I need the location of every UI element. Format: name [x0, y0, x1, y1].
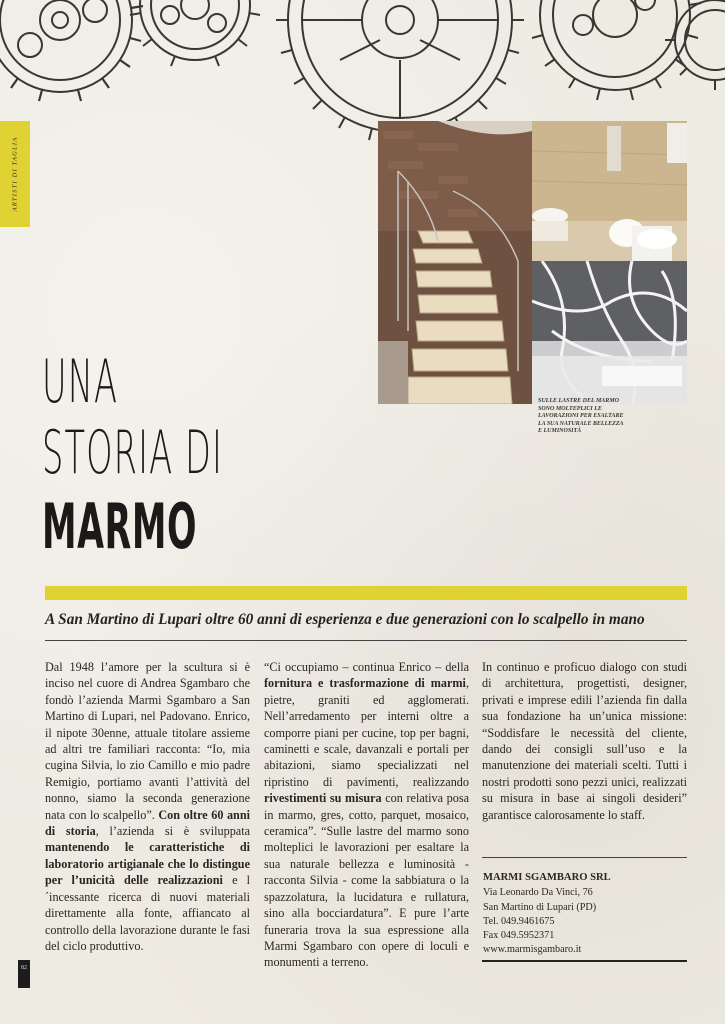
body-column-2 [264, 659, 469, 971]
body-bold-text: rivestimenti su misura [264, 791, 382, 806]
body-text: In continuo e proficuo dialogo con studi di architettura, progettisti, designer, privati e imprese edili l’azienda fin dalla sua fondazione ha un’unica missione: “Soddisfare le necessità del cliente, dando dei consigli sull’uso e la manutenzione dei materiali scelti. Tutti i nostri prodotti sono pezzi unici, realizzati su misura in base ai singoli desideri” garantisce calorosamente lo staff. [482, 660, 687, 822]
company-website[interactable]: www.marmisgambaro.it [483, 944, 582, 956]
subtitle-rule [45, 640, 687, 641]
contact-bottom-rule [482, 960, 687, 962]
section-tab [0, 121, 30, 227]
company-address: Via Leonardo Da Vinci, 76 [483, 887, 593, 899]
body-text: e l´incessante ricerca di nuovi materiali direttamente alla fonte, affiancato al controllo della lavorazione durante le fasi del ciclo produttivo. [45, 873, 251, 953]
title-divider-bar [45, 586, 687, 600]
body-column-1 [45, 659, 250, 954]
body-text: , l’azienda si è sviluppata [95, 824, 251, 839]
body-text: “Ci occupiamo – continua Enrico – della [264, 660, 469, 674]
contact-top-rule [482, 857, 687, 858]
title-line-3: MARMO [42, 490, 198, 563]
company-phone: Tel. 049.9461675 [483, 915, 555, 927]
article-subtitle: A San Martino di Lupari oltre 60 anni di esperienza e due generazioni con lo scalpello in mano [45, 611, 645, 628]
carved-marble-photo [532, 261, 687, 404]
title-line-1: UNA [42, 347, 119, 417]
body-text: con relativa posa in marmo, gres, cotto, parquet, mosaico, ceramica”. “Sulle lastre del marmo sono molteplici le lavorazioni per esaltare la sua naturale bellezza e luminosità - racconta Silvia - come la sabbiatura o la spazzolatura, la lucidatura e rullatura, sino alla bocciardatura”. E pure l’arte funeraria trova la sua espressione alla Marmi Sgambaro con opere di loculi e monumenti a terreno. [264, 791, 469, 970]
section-tab-label: ARTISTI DI TAGLIA [11, 136, 19, 212]
staircase-photo [378, 121, 532, 404]
body-bold-text: Con oltre 60 anni di storia [45, 807, 250, 839]
company-name: MARMI SGAMBARO SRL [483, 872, 611, 883]
title-line-2: STORIA DI [42, 418, 224, 488]
body-bold-text: mantenendo le caratteristiche di laboratorio artigianale che lo distingue per l’unicità delle realizzazioni [45, 840, 250, 888]
body-bold-text: fornitura e trasformazione di marmi [264, 676, 466, 691]
body-text: Dal 1948 l’amore per la scultura si è inciso nel cuore di Andrea Sgambaro che fondò l’azienda Marmi Sgambaro a San Martino di Lupari, nel Padovano. Enrico, il nipote 30enne, attuale titolare assieme ad altri tre familiari racconta: “Io, mia cugina Silvia, lo zio Camillo e mio padre Remigio, portiamo avanti l’attività del nonno, siamo la seconda generazione nata con lo scalpello”. [45, 660, 250, 822]
contact-box [483, 871, 688, 958]
bathroom-photo [532, 121, 687, 261]
body-column-3 [482, 659, 687, 823]
page-number: 82 [18, 960, 30, 988]
company-fax: Fax 049.5952371 [483, 930, 555, 942]
body-text: , pietre, graniti ed agglomerati. Nell’arredamento per interni oltre a comporre piani per cucine, top per bagni, caminetti e scale, davanzali e portali per abitazioni, siamo specializzati nel ripristino di pavimenti, realizzando [264, 676, 469, 789]
photo-caption: SULLE LASTRE DEL MARMO SONO MOLTEPLICI LE LAVORAZIONI PER ESALTARE LA SUA NATURALE BELLEZZA E LUMINOSITÀ [538, 398, 624, 435]
company-city: San Martino di Lupari (PD) [483, 901, 597, 913]
